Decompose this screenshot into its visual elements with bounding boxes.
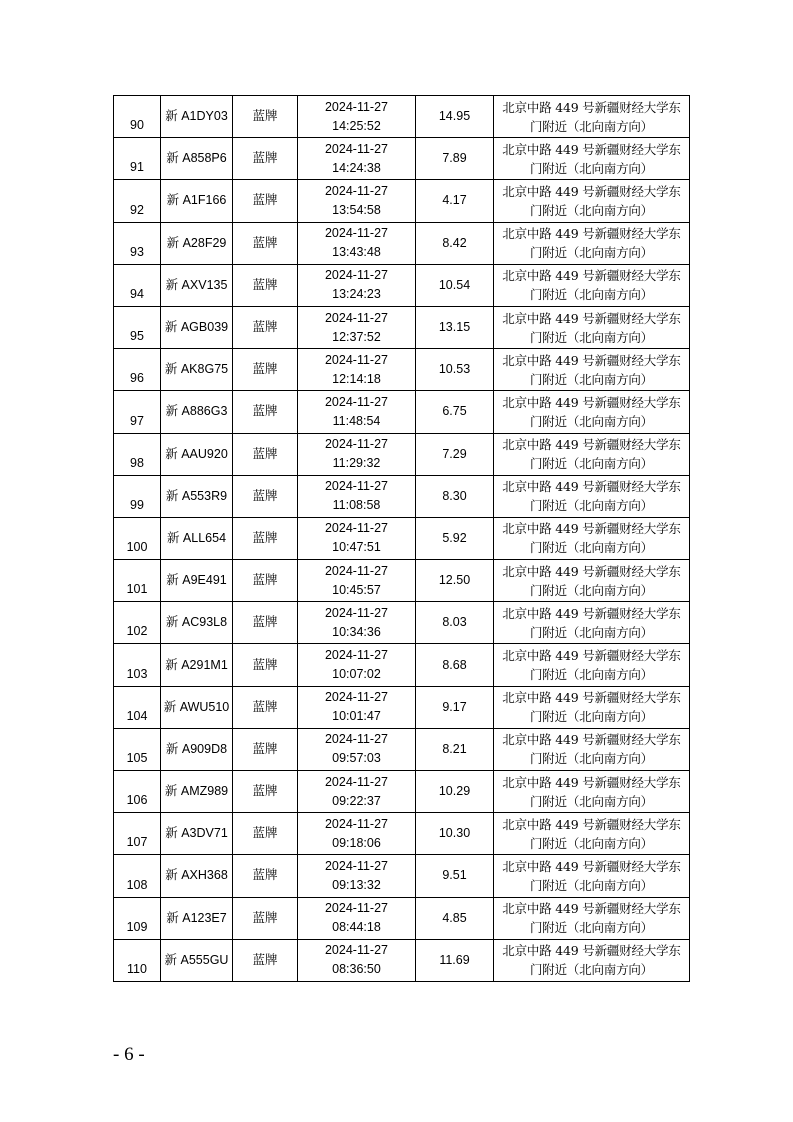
timestamp-cell <box>298 939 416 981</box>
table-row <box>114 939 690 981</box>
location-line-2: 门附近（北向南方向） <box>529 540 653 556</box>
timestamp-cell <box>298 517 416 559</box>
record-date: 2024-11-27 <box>324 521 388 536</box>
measured-value: 14.95 <box>416 96 494 138</box>
location-line-1: 北京中路 449 号新疆财经大学东 <box>502 479 681 495</box>
location-cell <box>494 644 690 686</box>
record-time: 11:08:58 <box>332 498 381 513</box>
row-index: 110 <box>114 939 161 981</box>
table-row <box>114 138 690 180</box>
location-cell <box>494 939 690 981</box>
measured-value: 9.17 <box>416 686 494 728</box>
plate-number: 新 AWU510 <box>161 686 233 728</box>
measured-value: 10.54 <box>416 264 494 306</box>
measured-value: 10.29 <box>416 771 494 813</box>
measured-value: 13.15 <box>416 306 494 348</box>
plate-color: 蓝牌 <box>233 475 298 517</box>
location-line-1: 北京中路 449 号新疆财经大学东 <box>502 183 681 199</box>
record-date: 2024-11-27 <box>324 690 388 705</box>
timestamp-cell <box>298 686 416 728</box>
row-index: 105 <box>114 728 161 770</box>
record-time: 12:14:18 <box>332 371 381 386</box>
location-line-2: 门附近（北向南方向） <box>529 751 653 767</box>
timestamp-cell <box>298 349 416 391</box>
row-index: 108 <box>114 855 161 897</box>
timestamp-cell <box>298 96 416 138</box>
plate-color: 蓝牌 <box>233 813 298 855</box>
location-line-1: 北京中路 449 号新疆财经大学东 <box>502 690 681 706</box>
measured-value: 8.03 <box>416 602 494 644</box>
record-time: 09:57:03 <box>332 751 381 766</box>
plate-number: 新 AMZ989 <box>161 771 233 813</box>
page-number: - 6 - <box>113 1044 145 1065</box>
record-date: 2024-11-27 <box>324 437 388 452</box>
location-line-2: 门附近（北向南方向） <box>529 245 653 261</box>
record-date: 2024-11-27 <box>324 310 388 325</box>
table-row <box>114 517 690 559</box>
location-line-1: 北京中路 449 号新疆财经大学东 <box>502 943 681 959</box>
plate-number: 新 A1F166 <box>161 180 233 222</box>
row-index: 99 <box>114 475 161 517</box>
record-date: 2024-11-27 <box>324 183 388 198</box>
location-line-2: 门附近（北向南方向） <box>529 962 653 978</box>
plate-number: 新 A3DV71 <box>161 813 233 855</box>
plate-number: 新 AK8G75 <box>161 349 233 391</box>
location-line-2: 门附近（北向南方向） <box>529 456 653 472</box>
plate-color: 蓝牌 <box>233 897 298 939</box>
timestamp-cell <box>298 264 416 306</box>
table-row <box>114 264 690 306</box>
measured-value: 10.30 <box>416 813 494 855</box>
location-line-1: 北京中路 449 号新疆财经大学东 <box>502 521 681 537</box>
plate-color: 蓝牌 <box>233 939 298 981</box>
measured-value: 12.50 <box>416 560 494 602</box>
plate-number: 新 A9E491 <box>161 560 233 602</box>
plate-color: 蓝牌 <box>233 517 298 559</box>
plate-number: 新 A1DY03 <box>161 96 233 138</box>
measured-value: 8.68 <box>416 644 494 686</box>
table-row <box>114 433 690 475</box>
record-time: 08:36:50 <box>332 962 381 977</box>
record-time: 13:54:58 <box>332 202 381 217</box>
location-cell <box>494 602 690 644</box>
row-index: 109 <box>114 897 161 939</box>
timestamp-cell <box>298 433 416 475</box>
location-line-2: 门附近（北向南方向） <box>529 287 653 303</box>
location-cell <box>494 855 690 897</box>
plate-color: 蓝牌 <box>233 138 298 180</box>
plate-number: 新 A291M1 <box>161 644 233 686</box>
record-date: 2024-11-27 <box>324 901 388 916</box>
table-row <box>114 475 690 517</box>
timestamp-cell <box>298 180 416 222</box>
plate-color: 蓝牌 <box>233 728 298 770</box>
plate-color: 蓝牌 <box>233 180 298 222</box>
row-index: 102 <box>114 602 161 644</box>
location-line-1: 北京中路 449 号新疆财经大学东 <box>502 732 681 748</box>
plate-number: 新 A123E7 <box>161 897 233 939</box>
location-cell <box>494 349 690 391</box>
location-line-2: 门附近（北向南方向） <box>529 413 653 429</box>
timestamp-cell <box>298 222 416 264</box>
table-row <box>114 897 690 939</box>
table-row <box>114 96 690 138</box>
measured-value: 8.21 <box>416 728 494 770</box>
record-date: 2024-11-27 <box>324 479 388 494</box>
location-cell <box>494 264 690 306</box>
plate-color: 蓝牌 <box>233 855 298 897</box>
location-cell <box>494 180 690 222</box>
record-date: 2024-11-27 <box>324 774 388 789</box>
measured-value: 5.92 <box>416 517 494 559</box>
record-date: 2024-11-27 <box>324 226 388 241</box>
location-cell <box>494 433 690 475</box>
table-row <box>114 602 690 644</box>
location-cell <box>494 560 690 602</box>
measured-value: 8.42 <box>416 222 494 264</box>
location-cell <box>494 728 690 770</box>
location-line-2: 门附近（北向南方向） <box>529 877 653 893</box>
row-index: 94 <box>114 264 161 306</box>
location-line-1: 北京中路 449 号新疆财经大学东 <box>502 141 681 157</box>
location-line-1: 北京中路 449 号新疆财经大学东 <box>502 310 681 326</box>
table-row <box>114 813 690 855</box>
row-index: 92 <box>114 180 161 222</box>
row-index: 104 <box>114 686 161 728</box>
location-line-2: 门附近（北向南方向） <box>529 920 653 936</box>
table-row <box>114 728 690 770</box>
timestamp-cell <box>298 475 416 517</box>
location-line-1: 北京中路 449 号新疆财经大学东 <box>502 99 681 115</box>
table-row <box>114 771 690 813</box>
record-date: 2024-11-27 <box>324 141 388 156</box>
record-time: 14:24:38 <box>332 160 381 175</box>
plate-number: 新 A858P6 <box>161 138 233 180</box>
timestamp-cell <box>298 306 416 348</box>
location-cell <box>494 813 690 855</box>
plate-color: 蓝牌 <box>233 306 298 348</box>
table-row <box>114 306 690 348</box>
location-cell <box>494 771 690 813</box>
record-time: 13:43:48 <box>332 245 381 260</box>
row-index: 90 <box>114 96 161 138</box>
record-date: 2024-11-27 <box>324 394 388 409</box>
location-line-1: 北京中路 449 号新疆财经大学东 <box>502 563 681 579</box>
record-time: 10:01:47 <box>332 709 381 724</box>
plate-color: 蓝牌 <box>233 349 298 391</box>
location-cell <box>494 391 690 433</box>
plate-color: 蓝牌 <box>233 644 298 686</box>
record-time: 09:22:37 <box>332 793 381 808</box>
location-cell <box>494 96 690 138</box>
plate-number: 新 AXH368 <box>161 855 233 897</box>
plate-color: 蓝牌 <box>233 222 298 264</box>
location-line-2: 门附近（北向南方向） <box>529 202 653 218</box>
plate-number: 新 A909D8 <box>161 728 233 770</box>
location-line-2: 门附近（北向南方向） <box>529 624 653 640</box>
row-index: 96 <box>114 349 161 391</box>
timestamp-cell <box>298 391 416 433</box>
location-line-1: 北京中路 449 号新疆财经大学东 <box>502 605 681 621</box>
record-date: 2024-11-27 <box>324 268 388 283</box>
plate-number: 新 A555GU <box>161 939 233 981</box>
record-time: 13:24:23 <box>332 287 381 302</box>
table-row <box>114 855 690 897</box>
measured-value: 4.85 <box>416 897 494 939</box>
timestamp-cell <box>298 897 416 939</box>
row-index: 97 <box>114 391 161 433</box>
timestamp-cell <box>298 602 416 644</box>
location-line-2: 门附近（北向南方向） <box>529 498 653 514</box>
plate-color: 蓝牌 <box>233 433 298 475</box>
location-line-2: 门附近（北向南方向） <box>529 709 653 725</box>
location-line-1: 北京中路 449 号新疆财经大学东 <box>502 816 681 832</box>
location-line-2: 门附近（北向南方向） <box>529 118 653 134</box>
plate-color: 蓝牌 <box>233 264 298 306</box>
record-time: 10:34:36 <box>332 624 381 639</box>
record-date: 2024-11-27 <box>324 352 388 367</box>
location-line-1: 北京中路 449 号新疆财经大学东 <box>502 352 681 368</box>
record-time: 11:48:54 <box>332 413 381 428</box>
row-index: 91 <box>114 138 161 180</box>
plate-number: 新 A886G3 <box>161 391 233 433</box>
plate-number: 新 A28F29 <box>161 222 233 264</box>
plate-number: 新 ALL654 <box>161 517 233 559</box>
location-cell <box>494 686 690 728</box>
timestamp-cell <box>298 644 416 686</box>
row-index: 100 <box>114 517 161 559</box>
table-row <box>114 222 690 264</box>
plate-color: 蓝牌 <box>233 560 298 602</box>
plate-number: 新 AAU920 <box>161 433 233 475</box>
timestamp-cell <box>298 560 416 602</box>
row-index: 101 <box>114 560 161 602</box>
location-cell <box>494 475 690 517</box>
record-time: 10:47:51 <box>332 540 381 555</box>
record-time: 14:25:52 <box>332 118 381 133</box>
location-line-2: 门附近（北向南方向） <box>529 582 653 598</box>
measured-value: 8.30 <box>416 475 494 517</box>
measured-value: 10.53 <box>416 349 494 391</box>
record-date: 2024-11-27 <box>324 605 388 620</box>
row-index: 106 <box>114 771 161 813</box>
plate-color: 蓝牌 <box>233 96 298 138</box>
measured-value: 6.75 <box>416 391 494 433</box>
records-table <box>113 95 690 982</box>
record-time: 11:29:32 <box>332 456 381 471</box>
record-time: 08:44:18 <box>332 920 381 935</box>
location-line-2: 门附近（北向南方向） <box>529 835 653 851</box>
location-cell <box>494 138 690 180</box>
row-index: 95 <box>114 306 161 348</box>
location-line-1: 北京中路 449 号新疆财经大学东 <box>502 858 681 874</box>
row-index: 98 <box>114 433 161 475</box>
record-date: 2024-11-27 <box>324 563 388 578</box>
row-index: 103 <box>114 644 161 686</box>
plate-color: 蓝牌 <box>233 771 298 813</box>
record-time: 09:13:32 <box>332 877 381 892</box>
records-table-body <box>114 96 690 982</box>
record-time: 12:37:52 <box>332 329 381 344</box>
record-date: 2024-11-27 <box>324 943 388 958</box>
measured-value: 7.89 <box>416 138 494 180</box>
location-cell <box>494 306 690 348</box>
plate-color: 蓝牌 <box>233 602 298 644</box>
table-row <box>114 180 690 222</box>
plate-color: 蓝牌 <box>233 686 298 728</box>
timestamp-cell <box>298 813 416 855</box>
timestamp-cell <box>298 855 416 897</box>
location-line-2: 门附近（北向南方向） <box>529 329 653 345</box>
timestamp-cell <box>298 138 416 180</box>
measured-value: 7.29 <box>416 433 494 475</box>
table-row <box>114 644 690 686</box>
location-cell <box>494 222 690 264</box>
record-time: 10:45:57 <box>332 582 381 597</box>
record-date: 2024-11-27 <box>324 648 388 663</box>
location-line-1: 北京中路 449 号新疆财经大学东 <box>502 901 681 917</box>
location-line-1: 北京中路 449 号新疆财经大学东 <box>502 774 681 790</box>
location-cell <box>494 897 690 939</box>
location-line-2: 门附近（北向南方向） <box>529 371 653 387</box>
location-line-1: 北京中路 449 号新疆财经大学东 <box>502 226 681 242</box>
plate-number: 新 A553R9 <box>161 475 233 517</box>
plate-number: 新 AXV135 <box>161 264 233 306</box>
location-line-2: 门附近（北向南方向） <box>529 160 653 176</box>
plate-color: 蓝牌 <box>233 391 298 433</box>
plate-number: 新 AC93L8 <box>161 602 233 644</box>
row-index: 107 <box>114 813 161 855</box>
row-index: 93 <box>114 222 161 264</box>
table-row <box>114 349 690 391</box>
record-date: 2024-11-27 <box>324 858 388 873</box>
measured-value: 11.69 <box>416 939 494 981</box>
location-line-1: 北京中路 449 号新疆财经大学东 <box>502 648 681 664</box>
location-cell <box>494 517 690 559</box>
timestamp-cell <box>298 771 416 813</box>
record-time: 09:18:06 <box>332 835 381 850</box>
table-row <box>114 686 690 728</box>
location-line-2: 门附近（北向南方向） <box>529 793 653 809</box>
record-date: 2024-11-27 <box>324 732 388 747</box>
location-line-1: 北京中路 449 号新疆财经大学东 <box>502 268 681 284</box>
plate-number: 新 AGB039 <box>161 306 233 348</box>
table-row <box>114 391 690 433</box>
timestamp-cell <box>298 728 416 770</box>
record-date: 2024-11-27 <box>324 99 388 114</box>
location-line-1: 北京中路 449 号新疆财经大学东 <box>502 394 681 410</box>
measured-value: 9.51 <box>416 855 494 897</box>
table-row <box>114 560 690 602</box>
location-line-1: 北京中路 449 号新疆财经大学东 <box>502 437 681 453</box>
location-line-2: 门附近（北向南方向） <box>529 667 653 683</box>
record-date: 2024-11-27 <box>324 816 388 831</box>
record-time: 10:07:02 <box>332 667 381 682</box>
measured-value: 4.17 <box>416 180 494 222</box>
